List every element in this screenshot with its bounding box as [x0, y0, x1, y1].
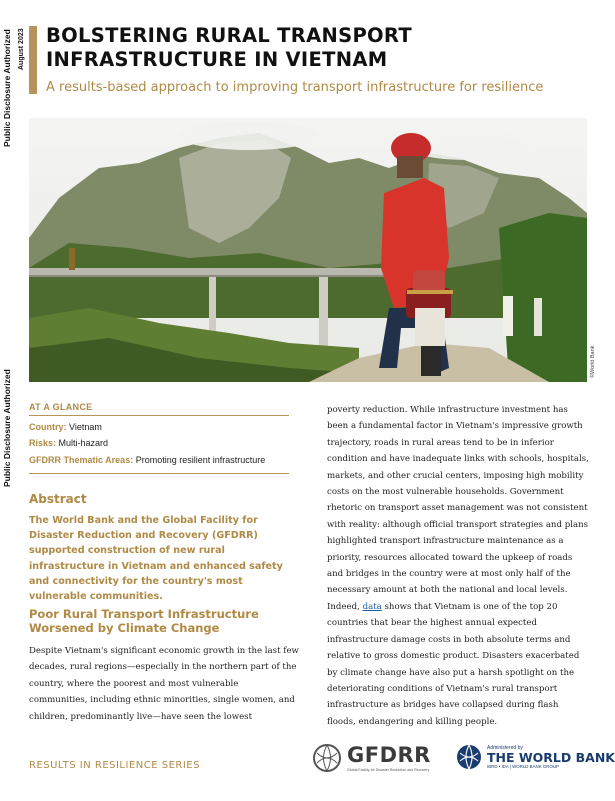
- page-title: BOLSTERING RURAL TRANSPORT INFRASTRUCTURE IN VIETNAM: [46, 24, 412, 71]
- photo-credit: ©World Bank: [590, 345, 596, 378]
- world-bank-admin-text: Administered by: [487, 745, 523, 751]
- body-text-right: [327, 402, 589, 730]
- page-subtitle: A results-based approach to improving transport infrastructure for resilience: [46, 80, 544, 95]
- areas-label: GFDRR Thematic Areas:: [29, 455, 134, 465]
- disclosure-label-bottom: Public Disclosure Authorized: [2, 369, 12, 487]
- cover-photo: [29, 118, 587, 382]
- gfdrr-name: GFDRR: [347, 742, 431, 767]
- risks-value: Multi-hazard: [58, 438, 109, 448]
- glance-risks: [29, 438, 108, 448]
- body-text-left: Despite Vietnam's significant economic growth in the last few decades, rural regions—especially in the northern part of the country, where the poorest and most vulnerable communities, including ethnic minorities, single women, and children, predominantly live—have seen the lowest: [29, 646, 299, 722]
- world-bank-logo: [456, 744, 615, 770]
- risks-label: Risks:: [29, 438, 57, 448]
- areas-value: Promoting resilient infrastructure: [135, 455, 266, 465]
- glance-divider: [29, 415, 289, 416]
- gfdrr-logo: [312, 743, 431, 773]
- country-value: Vietnam: [69, 422, 102, 432]
- glance-thematic-areas: [29, 455, 265, 465]
- abstract-text: The World Bank and the Global Facility for Disaster Reduction and Recovery (GFDRR) supported construction of new rural infrastructure in Vietnam and enhanced safety and connectivity for the country's most vulnerable communities.: [29, 515, 283, 603]
- glance-divider-bottom: [29, 473, 289, 474]
- world-bank-subtitle: IBRD • IDA | WORLD BANK GROUP: [487, 764, 559, 769]
- at-a-glance-heading: AT A GLANCE: [29, 402, 93, 412]
- disclosure-label-top: Public Disclosure Authorized: [2, 29, 12, 147]
- title-accent-bar: [29, 26, 37, 94]
- globe-icon: [312, 743, 342, 773]
- abstract-heading: Abstract: [29, 492, 87, 506]
- world-bank-name: THE WORLD BANK: [487, 750, 615, 765]
- publication-date: August 2023: [18, 28, 25, 70]
- data-link[interactable]: data: [362, 601, 382, 612]
- series-label: RESULTS IN RESILIENCE SERIES: [29, 760, 200, 771]
- country-label: Country:: [29, 422, 67, 432]
- gfdrr-subtitle: Global Facility for Disaster Reduction and Recovery: [347, 767, 430, 772]
- world-bank-globe-icon: [456, 744, 482, 770]
- glance-country: [29, 422, 102, 432]
- body-text-right-part2: shows that Vietnam is one of the top 20 countries that bear the highest annual expected infrastructure damage costs in both absolute terms and relative to gross domestic product. Disasters exacerbated by climate change have also put a harsh spotlight on the deteriorating conditions of Vietnam's rural transport infrastructure as bridges have collapsed during flash floods, endangering and killing people.: [327, 601, 580, 727]
- body-text-right-part1: poverty reduction. While infrastructure investment has been a fundamental factor in Vietnam's impressive growth trajectory, roads in rural areas tend to be in inferior condition and have inadequate links with schools, hospitals, markets, and other crucial centers, imposing high mobility costs on the most vulnerable households. Government rhetoric on transport asset management was not consistent with reality: although official transport strategies and plans highlighted transport infrastructure maintenance as a priority, resources allocated toward the upkeep of roads and bridges in the country were at most only half of the necessary amount at both the national and local levels. Indeed,: [327, 405, 589, 612]
- section-heading: Poor Rural Transport Infrastructure Worsened by Climate Change: [29, 607, 259, 635]
